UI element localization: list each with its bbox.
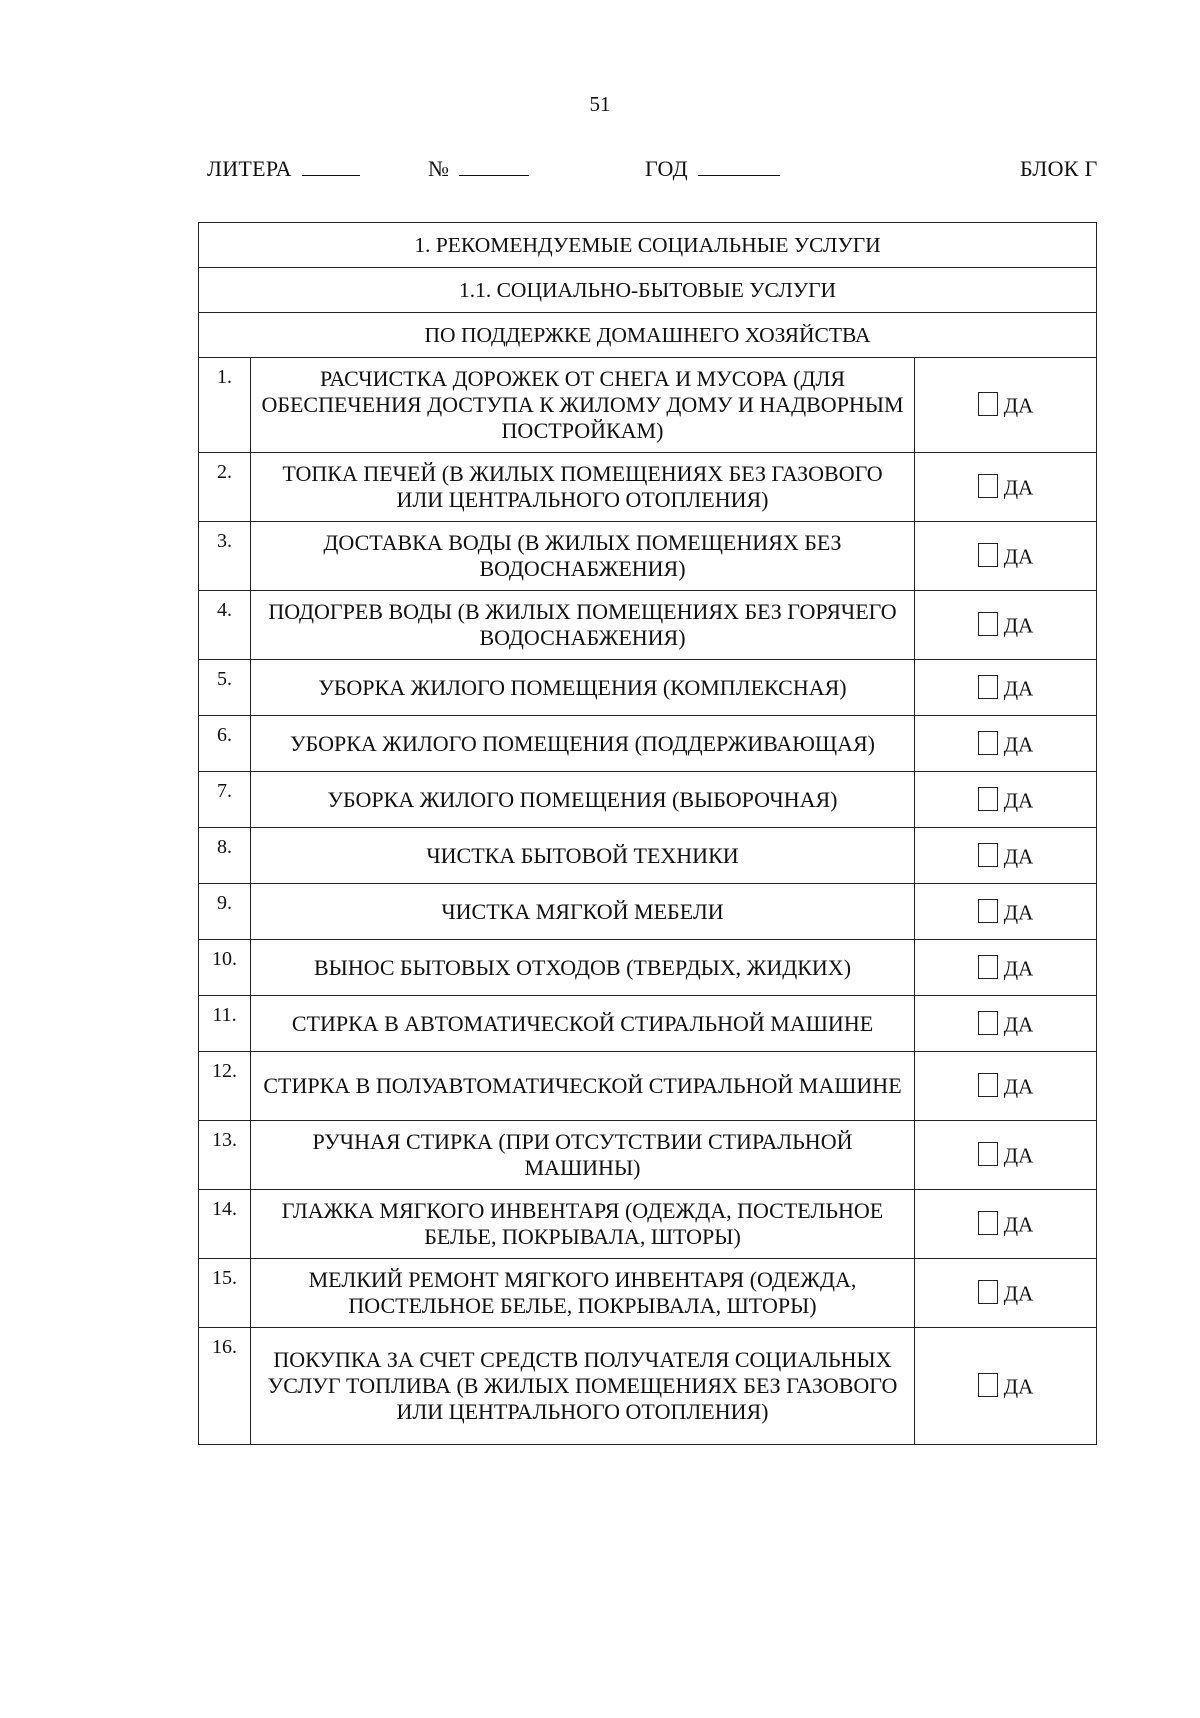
service-number: 7. [199,772,251,828]
service-row [199,453,1097,522]
yes-label: ДА [1003,1074,1034,1099]
yes-label: ДА [1003,676,1034,701]
number-field [428,156,529,182]
year-label: ГОД [645,156,688,181]
service-number: 5. [199,660,251,716]
service-row [199,772,1097,828]
yes-checkbox[interactable] [978,1211,998,1235]
service-row [199,1190,1097,1259]
section-row-household [199,268,1097,313]
service-checkbox-cell [915,1121,1097,1190]
yes-label: ДА [1003,732,1034,757]
service-checkbox-cell [915,522,1097,591]
service-description: ЧИСТКА БЫТОВОЙ ТЕХНИКИ [251,828,915,884]
page-number: 51 [589,92,611,116]
yes-label: ДА [1003,1143,1034,1168]
service-checkbox-cell [915,591,1097,660]
service-row [199,884,1097,940]
service-checkbox-cell [915,453,1097,522]
service-row [199,1052,1097,1121]
service-checkbox-cell [915,716,1097,772]
service-row [199,591,1097,660]
yes-label: ДА [1003,844,1034,869]
service-checkbox-cell [915,828,1097,884]
service-row [199,358,1097,453]
yes-checkbox[interactable] [978,1373,998,1397]
yes-checkbox[interactable] [978,731,998,755]
section-title-household: 1.1. СОЦИАЛЬНО-БЫТОВЫЕ УСЛУГИ [199,268,1097,313]
yes-checkbox[interactable] [978,1011,998,1035]
service-checkbox-cell [915,358,1097,453]
yes-label: ДА [1003,613,1034,638]
service-description: ДОСТАВКА ВОДЫ (В ЖИЛЫХ ПОМЕЩЕНИЯХ БЕЗ ВОДОСНАБЖЕНИЯ) [251,522,915,591]
yes-label: ДА [1003,1212,1034,1237]
litera-label: ЛИТЕРА [207,156,292,181]
service-row [199,716,1097,772]
service-description: ВЫНОС БЫТОВЫХ ОТХОДОВ (ТВЕРДЫХ, ЖИДКИХ) [251,940,915,996]
yes-checkbox[interactable] [978,675,998,699]
yes-checkbox[interactable] [978,612,998,636]
yes-checkbox[interactable] [978,392,998,416]
yes-checkbox[interactable] [978,787,998,811]
section-title-recommended: 1. РЕКОМЕНДУЕМЫЕ СОЦИАЛЬНЫЕ УСЛУГИ [199,223,1097,268]
service-description: ПОДОГРЕВ ВОДЫ (В ЖИЛЫХ ПОМЕЩЕНИЯХ БЕЗ ГОРЯЧЕГО ВОДОСНАБЖЕНИЯ) [251,591,915,660]
service-description: УБОРКА ЖИЛОГО ПОМЕЩЕНИЯ (КОМПЛЕКСНАЯ) [251,660,915,716]
service-number: 4. [199,591,251,660]
service-row [199,1259,1097,1328]
litera-field [207,156,360,182]
block-label: БЛОК Г [1020,156,1098,181]
yes-checkbox[interactable] [978,899,998,923]
service-description: ПОКУПКА ЗА СЧЕТ СРЕДСТВ ПОЛУЧАТЕЛЯ СОЦИАЛЬНЫХ УСЛУГ ТОПЛИВА (В ЖИЛЫХ ПОМЕЩЕНИЯХ БЕЗ ГАЗОВОГО ИЛИ ЦЕНТРАЛЬНОГО ОТОПЛЕНИЯ) [251,1328,915,1445]
service-row [199,940,1097,996]
yes-label: ДА [1003,1281,1034,1306]
service-description: РАСЧИСТКА ДОРОЖЕК ОТ СНЕГА И МУСОРА (ДЛЯ ОБЕСПЕЧЕНИЯ ДОСТУПА К ЖИЛОМУ ДОМУ И НАДВОРНЫМ ПОСТРОЙКАМ) [251,358,915,453]
service-checkbox-cell [915,1190,1097,1259]
yes-label: ДА [1003,544,1034,569]
section-row-recommended [199,223,1097,268]
service-description: УБОРКА ЖИЛОГО ПОМЕЩЕНИЯ (ПОДДЕРЖИВАЮЩАЯ) [251,716,915,772]
yes-label: ДА [1003,1012,1034,1037]
yes-label: ДА [1003,393,1034,418]
yes-checkbox[interactable] [978,543,998,567]
service-row [199,1328,1097,1445]
service-description: ГЛАЖКА МЯГКОГО ИНВЕНТАРЯ (ОДЕЖДА, ПОСТЕЛЬНОЕ БЕЛЬЕ, ПОКРЫВАЛА, ШТОРЫ) [251,1190,915,1259]
service-row [199,1121,1097,1190]
service-description: СТИРКА В АВТОМАТИЧЕСКОЙ СТИРАЛЬНОЙ МАШИНЕ [251,996,915,1052]
service-number: 2. [199,453,251,522]
service-checkbox-cell [915,1259,1097,1328]
yes-checkbox[interactable] [978,1142,998,1166]
service-description: УБОРКА ЖИЛОГО ПОМЕЩЕНИЯ (ВЫБОРОЧНАЯ) [251,772,915,828]
service-row [199,828,1097,884]
section-row-housekeeping [199,313,1097,358]
service-description: МЕЛКИЙ РЕМОНТ МЯГКОГО ИНВЕНТАРЯ (ОДЕЖДА, ПОСТЕЛЬНОЕ БЕЛЬЕ, ПОКРЫВАЛА, ШТОРЫ) [251,1259,915,1328]
year-blank[interactable] [698,157,780,176]
yes-label: ДА [1003,900,1034,925]
service-checkbox-cell [915,660,1097,716]
yes-label: ДА [1003,956,1034,981]
service-number: 8. [199,828,251,884]
section-title-housekeeping: ПО ПОДДЕРЖКЕ ДОМАШНЕГО ХОЗЯЙСТВА [199,313,1097,358]
service-number: 11. [199,996,251,1052]
service-row [199,660,1097,716]
service-checkbox-cell [915,884,1097,940]
service-number: 16. [199,1328,251,1445]
service-checkbox-cell [915,1328,1097,1445]
service-checkbox-cell [915,996,1097,1052]
service-number: 3. [199,522,251,591]
number-label: № [428,156,450,181]
yes-checkbox[interactable] [978,1280,998,1304]
service-number: 12. [199,1052,251,1121]
yes-checkbox[interactable] [978,1073,998,1097]
service-number: 9. [199,884,251,940]
service-row [199,522,1097,591]
litera-blank[interactable] [302,157,360,176]
service-checkbox-cell [915,772,1097,828]
service-description: ТОПКА ПЕЧЕЙ (В ЖИЛЫХ ПОМЕЩЕНИЯХ БЕЗ ГАЗОВОГО ИЛИ ЦЕНТРАЛЬНОГО ОТОПЛЕНИЯ) [251,453,915,522]
service-description: РУЧНАЯ СТИРКА (ПРИ ОТСУТСТВИИ СТИРАЛЬНОЙ МАШИНЫ) [251,1121,915,1190]
service-number: 10. [199,940,251,996]
service-number: 13. [199,1121,251,1190]
yes-label: ДА [1003,1374,1034,1399]
service-number: 6. [199,716,251,772]
number-blank[interactable] [459,157,529,176]
yes-label: ДА [1003,475,1034,500]
service-description: ЧИСТКА МЯГКОЙ МЕБЕЛИ [251,884,915,940]
yes-checkbox[interactable] [978,843,998,867]
service-number: 1. [199,358,251,453]
service-number: 14. [199,1190,251,1259]
yes-checkbox[interactable] [978,955,998,979]
service-description: СТИРКА В ПОЛУАВТОМАТИЧЕСКОЙ СТИРАЛЬНОЙ МАШИНЕ [251,1052,915,1121]
service-number: 15. [199,1259,251,1328]
service-row [199,996,1097,1052]
services-table [198,222,1097,1445]
service-checkbox-cell [915,940,1097,996]
year-field [645,156,780,182]
yes-checkbox[interactable] [978,474,998,498]
service-checkbox-cell [915,1052,1097,1121]
yes-label: ДА [1003,788,1034,813]
